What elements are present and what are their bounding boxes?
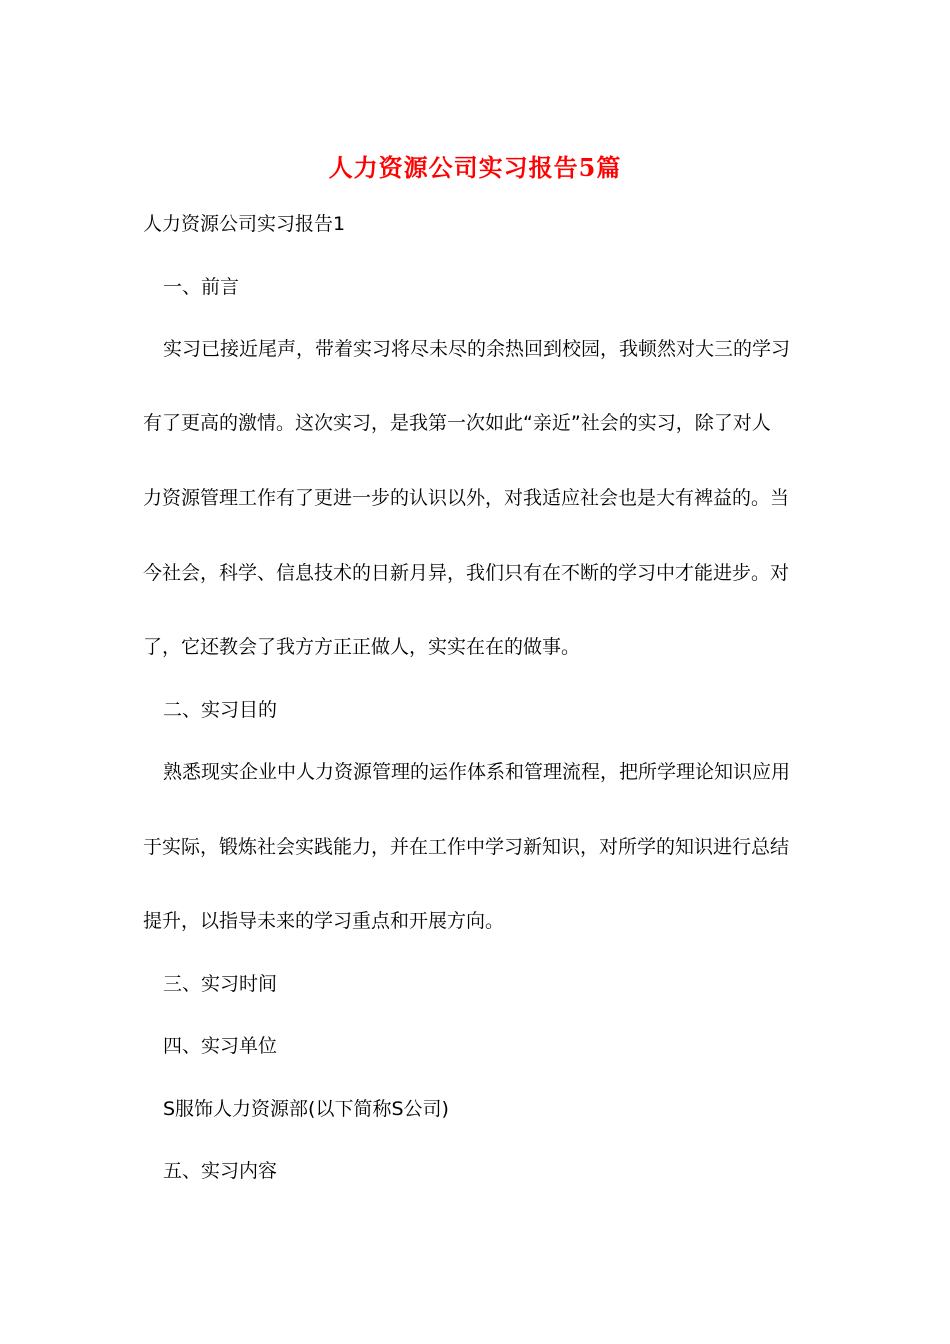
preface-paragraph-line: 今社会，科学、信息技术的日新月异，我们只有在不断的学习中才能进步。对 <box>143 562 790 584</box>
time-heading: 三、实习时间 <box>163 973 278 995</box>
document-title: 人力资源公司实习报告5篇 <box>328 153 622 182</box>
preface-paragraph-line: 有了更高的激情。这次实习，是我第一次如此“亲近”社会的实习，除了对人 <box>143 412 771 434</box>
report-subtitle: 人力资源公司实习报告1 <box>143 213 346 235</box>
preface-paragraph-line: 了，它还教会了我方方正正做人，实实在在的做事。 <box>143 636 581 658</box>
preface-paragraph-line: 实习已接近尾声，带着实习将尽未尽的余热回到校园，我顿然对大三的学习 <box>163 338 791 360</box>
unit-text: S服饰人力资源部(以下简称S公司) <box>163 1098 449 1120</box>
preface-paragraph-line: 力资源管理工作有了更进一步的认识以外，对我适应社会也是大有裨益的。当 <box>143 487 790 509</box>
purpose-paragraph-line: 熟悉现实企业中人力资源管理的运作体系和管理流程，把所学理论知识应用 <box>163 761 791 783</box>
unit-heading: 四、实习单位 <box>163 1035 278 1057</box>
purpose-paragraph-line: 提升，以指导未来的学习重点和开展方向。 <box>143 910 505 932</box>
purpose-heading: 二、实习目的 <box>163 699 278 721</box>
purpose-paragraph-line: 于实际，锻炼社会实践能力，并在工作中学习新知识，对所学的知识进行总结 <box>143 836 790 858</box>
content-heading: 五、实习内容 <box>163 1160 278 1182</box>
preface-heading: 一、前言 <box>163 276 240 298</box>
